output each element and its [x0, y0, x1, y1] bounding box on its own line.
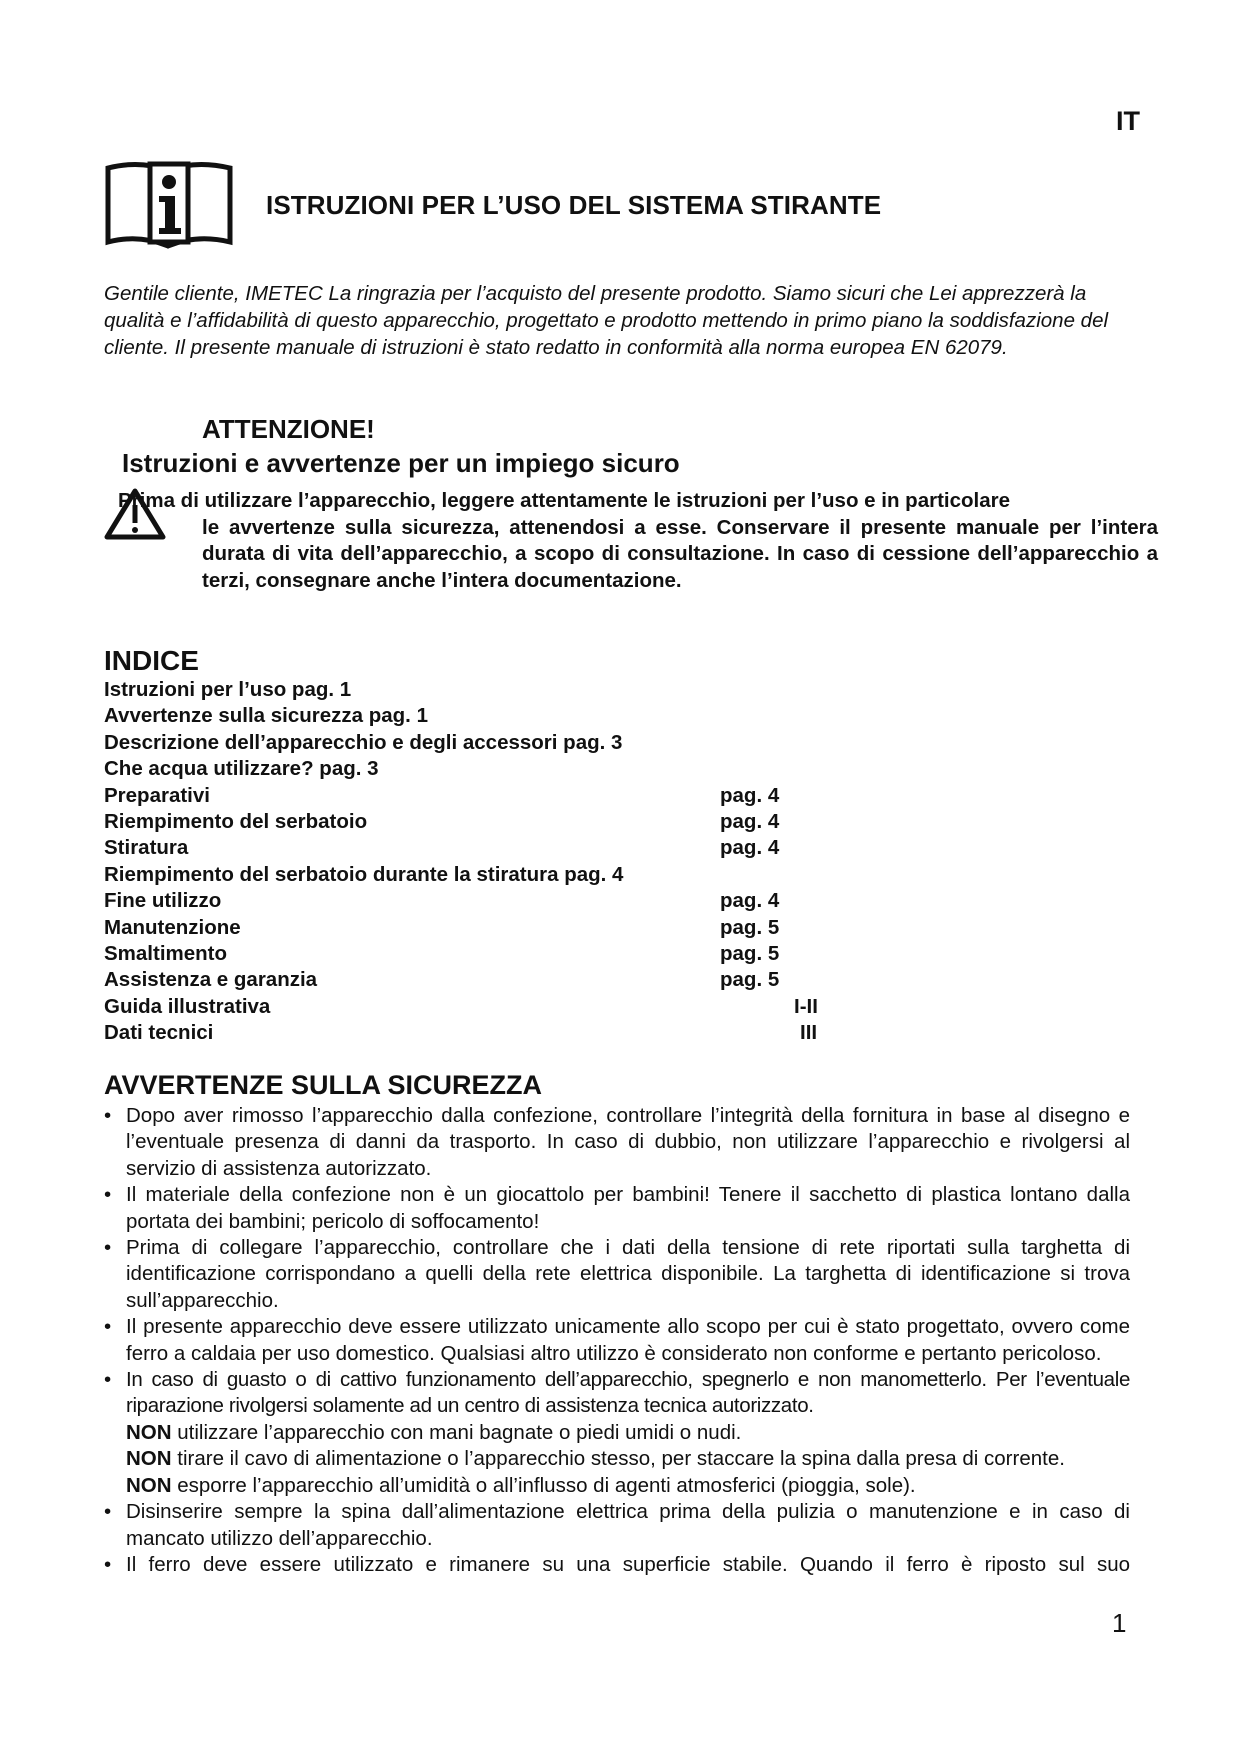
info-book-icon — [104, 158, 234, 250]
toc-entry: Istruzioni per l’uso pag. 1 — [104, 678, 352, 701]
toc-page: pag. 5 — [720, 941, 780, 965]
toc-entry: Manutenzione pag. 5 — [104, 915, 864, 941]
toc-entry: Assistenza e garanzia pag. 5 — [104, 967, 864, 993]
toc-entry: Riempimento del serbatoio pag. 4 — [104, 809, 864, 835]
toc-entry: Stiratura pag. 4 — [104, 835, 864, 861]
attention-paragraph — [118, 488, 1158, 594]
toc-page: pag. 4 — [720, 783, 780, 807]
page-title: ISTRUZIONI PER L’USO DEL SISTEMA STIRANTE — [266, 190, 882, 220]
toc-page: III — [800, 1021, 818, 1045]
list-item: • Prima di collegare l’apparecchio, controllare che i dati della tensione di rete riportati sulla targhetta di identificazione corrispondano a quelli della rete elettrica disponibile. La targhetta di identificazione si trova sull’apparecchio. — [104, 1236, 1130, 1312]
toc-entry: Preparativi pag. 4 — [104, 783, 864, 809]
toc-page: I-II — [794, 994, 818, 1018]
attention-first-line: Prima di utilizzare l’apparecchio, leggere attentamente le istruzioni per l’uso e in particolare — [118, 489, 1011, 512]
toc-page: pag. 4 — [720, 809, 780, 833]
table-of-contents — [104, 677, 864, 1046]
list-item: • Il ferro deve essere utilizzato e rimanere su una superficie stabile. Quando il ferro è riposto sul suo — [104, 1552, 1130, 1576]
toc-page: pag. 4 — [720, 836, 780, 860]
toc-entry: Guida illustrativa I-II — [104, 994, 864, 1020]
toc-entry: Avvertenze sulla sicurezza pag. 1 — [104, 704, 428, 728]
toc-entry: Descrizione dell’apparecchio e degli accessori pag. 3 — [104, 730, 623, 754]
toc-page: pag. 4 — [720, 889, 780, 913]
index-heading: INDICE — [104, 645, 199, 676]
toc-entry: Smaltimento pag. 5 — [104, 941, 864, 967]
list-item: • Dopo aver rimosso l’apparecchio dalla confezione, controllare l’integrità della fornitura in base al disegno e l’eventuale presenza di danni da trasporto. In caso di dubbio, non utilizzare l’apparecchio e rivolgersi al servizio di assistenza autorizzato. — [104, 1104, 1130, 1180]
warning-triangle-icon — [104, 488, 166, 540]
non-warning-line: NON tirare il cavo di alimentazione o l’apparecchio stesso, per staccare la spina dalla presa di corrente. — [126, 1447, 1065, 1471]
toc-entry: Che acqua utilizzare? pag. 3 — [104, 757, 379, 781]
intro-paragraph: Gentile cliente, IMETEC La ringrazia per l’acquisto del presente prodotto. Siamo sicuri che Lei apprezzerà la qualità e l’affidabilità di questo apparecchio, progettato e prodotto mettendo in primo piano la soddisfazione del cliente. Il presente manuale di istruzioni è stato redatto in conformità alla norma europea EN 62079. — [104, 282, 1109, 359]
safety-heading: AVVERTENZE SULLA SICUREZZA — [104, 1070, 543, 1100]
safety-list — [104, 1103, 1130, 1578]
toc-entry: Dati tecnici III — [104, 1020, 864, 1046]
list-item: • Il presente apparecchio deve essere utilizzato unicamente allo scopo per cui è stato progettato, ovvero come ferro a caldaia per uso domestico. Qualsiasi altro utilizzo è considerato non conforme e pertanto pericoloso. — [104, 1315, 1130, 1365]
non-warning-line: NON esporre l’apparecchio all’umidità o all’influsso di agenti atmosferici (pioggia, sole). — [126, 1473, 916, 1497]
list-item: • Disinserire sempre la spina dall’alimentazione elettrica prima della pulizia o manutenzione e in caso di mancato utilizzo dell’apparecchio. — [104, 1500, 1130, 1550]
toc-page: pag. 5 — [720, 968, 780, 992]
attention-rest: le avvertenze sulla sicurezza, attenendosi a esse. Conservare il presente manuale per l’intera durata di vita dell’apparecchio, a scopo di consultazione. In caso di cessione dell’apparecchio a terzi, consegnare anche l’intera documentazione. — [202, 515, 1158, 592]
toc-entry: Fine utilizzo pag. 4 — [104, 888, 864, 914]
list-item: • In caso di guasto o di cattivo funzionamento dell’apparecchio, spegnerlo e non manometterlo. Per l’eventuale riparazione rivolgersi solamente ad un centro di assistenza tecnica autorizzato. — [104, 1368, 1130, 1418]
toc-entry: Riempimento del serbatoio durante la stiratura pag. 4 — [104, 862, 624, 886]
attention-subheading: Istruzioni e avvertenze per un impiego sicuro — [122, 448, 680, 478]
non-warning-line: NON utilizzare l’apparecchio con mani bagnate o piedi umidi o nudi. — [126, 1420, 742, 1444]
language-code: IT — [1116, 106, 1140, 136]
page-number: 1 — [1112, 1608, 1127, 1638]
attention-heading: ATTENZIONE! — [202, 414, 375, 444]
toc-page: pag. 5 — [720, 915, 780, 939]
list-item: • Il materiale della confezione non è un giocattolo per bambini! Tenere il sacchetto di plastica lontano dalla portata dei bambini; pericolo di soffocamento! — [104, 1183, 1130, 1233]
